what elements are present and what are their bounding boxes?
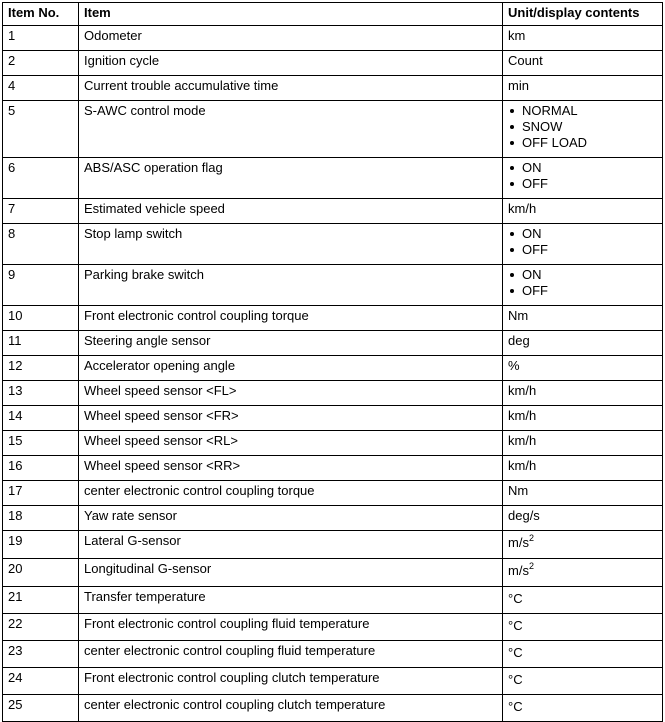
table-row [3,51,663,76]
unit-text: Count [508,53,543,68]
table-row [3,381,663,406]
item-no-cell: 9 [3,265,79,306]
unit-cell [503,199,663,224]
option-list [508,226,657,258]
item-name-cell: Front electronic control coupling clutch temperature [79,668,503,695]
item-no-cell: 16 [3,456,79,481]
item-no-cell: 22 [3,614,79,641]
header-item-no: Item No. [3,3,79,26]
unit-cell [503,158,663,199]
item-no-cell: 10 [3,306,79,331]
unit-cell [503,481,663,506]
unit-superscript: 2 [528,560,534,571]
item-no-cell: 5 [3,101,79,158]
table-row [3,265,663,306]
table-row [3,559,663,587]
unit-text: °C [508,672,523,687]
item-no-cell: 1 [3,26,79,51]
table-header-row [3,3,663,26]
item-no-cell: 19 [3,531,79,559]
item-no-cell: 23 [3,641,79,668]
item-name-cell: Steering angle sensor [79,331,503,356]
unit-text: °C [508,645,523,660]
item-name-cell: Estimated vehicle speed [79,199,503,224]
table-row [3,531,663,559]
unit-cell [503,381,663,406]
unit-cell [503,26,663,51]
item-name-cell: center electronic control coupling fluid temperature [79,641,503,668]
item-no-cell: 4 [3,76,79,101]
item-name-cell: Front electronic control coupling torque [79,306,503,331]
item-name-cell: Front electronic control coupling fluid temperature [79,614,503,641]
item-no-cell: 2 [3,51,79,76]
unit-text: km/h [508,433,537,448]
unit-text: km/h [508,408,537,423]
unit-cell [503,356,663,381]
unit-cell [503,456,663,481]
table-row [3,695,663,722]
unit-text: Nm [508,308,529,323]
unit-cell [503,306,663,331]
header-item: Item [79,3,503,26]
unit-cell [503,101,663,158]
item-name-cell: Wheel speed sensor <RL> [79,431,503,456]
unit-superscript: 2 [528,532,534,543]
item-no-cell: 21 [3,587,79,614]
table-row [3,26,663,51]
unit-cell [503,531,663,559]
unit-text: deg/s [508,508,540,523]
unit-text: % [508,358,520,373]
unit-cell [503,587,663,614]
option-item: OFF [508,176,657,192]
table-row [3,406,663,431]
item-no-cell: 25 [3,695,79,722]
unit-text: deg [508,333,530,348]
unit-cell [503,331,663,356]
unit-text: m/s [508,535,529,550]
item-no-cell: 15 [3,431,79,456]
unit-cell [503,265,663,306]
unit-cell [503,51,663,76]
option-item: OFF LOAD [508,135,657,151]
item-no-cell: 24 [3,668,79,695]
item-name-cell: Longitudinal G-sensor [79,559,503,587]
item-no-cell: 12 [3,356,79,381]
unit-text: min [508,78,529,93]
unit-cell [503,614,663,641]
item-name-cell: Current trouble accumulative time [79,76,503,101]
unit-text: °C [508,618,523,633]
table-row [3,224,663,265]
item-name-cell: Lateral G-sensor [79,531,503,559]
item-name-cell: Transfer temperature [79,587,503,614]
unit-cell [503,224,663,265]
data-list-table [2,2,663,722]
item-no-cell: 11 [3,331,79,356]
item-no-cell: 17 [3,481,79,506]
unit-cell [503,406,663,431]
option-item: SNOW [508,119,657,135]
table-row [3,331,663,356]
unit-text: Nm [508,483,529,498]
item-name-cell: Accelerator opening angle [79,356,503,381]
unit-cell [503,668,663,695]
table-row [3,641,663,668]
item-name-cell: Stop lamp switch [79,224,503,265]
table-row [3,481,663,506]
unit-cell [503,431,663,456]
item-no-cell: 8 [3,224,79,265]
table-row [3,587,663,614]
item-name-cell: ABS/ASC operation flag [79,158,503,199]
option-item: ON [508,267,657,283]
item-no-cell: 7 [3,199,79,224]
unit-cell [503,559,663,587]
item-name-cell: Wheel speed sensor <FL> [79,381,503,406]
table-row [3,431,663,456]
item-name-cell: S-AWC control mode [79,101,503,158]
unit-cell [503,506,663,531]
item-name-cell: Yaw rate sensor [79,506,503,531]
option-item: OFF [508,242,657,258]
item-name-cell: Wheel speed sensor <RR> [79,456,503,481]
item-name-cell: center electronic control coupling clutch temperature [79,695,503,722]
item-name-cell: Wheel speed sensor <FR> [79,406,503,431]
header-unit: Unit/display contents [503,3,663,26]
item-no-cell: 14 [3,406,79,431]
table-row [3,158,663,199]
unit-text: km/h [508,458,537,473]
item-name-cell: center electronic control coupling torque [79,481,503,506]
table-row [3,101,663,158]
unit-cell [503,695,663,722]
item-name-cell: Odometer [79,26,503,51]
unit-text: m/s [508,563,529,578]
option-item: ON [508,226,657,242]
unit-text: km/h [508,383,537,398]
table-row [3,76,663,101]
table-row [3,356,663,381]
item-no-cell: 13 [3,381,79,406]
option-item: ON [508,160,657,176]
option-list [508,103,657,151]
item-no-cell: 18 [3,506,79,531]
table-body [3,26,663,722]
unit-text: km/h [508,201,537,216]
item-no-cell: 20 [3,559,79,587]
option-item: NORMAL [508,103,657,119]
unit-cell [503,641,663,668]
unit-text: °C [508,591,523,606]
item-name-cell: Ignition cycle [79,51,503,76]
item-name-cell: Parking brake switch [79,265,503,306]
table-row [3,506,663,531]
table-row [3,306,663,331]
item-no-cell: 6 [3,158,79,199]
table-row [3,456,663,481]
option-list [508,267,657,299]
unit-text: km [508,28,526,43]
unit-text: °C [508,699,523,714]
table-row [3,668,663,695]
unit-cell [503,76,663,101]
table-row [3,614,663,641]
option-item: OFF [508,283,657,299]
table-row [3,199,663,224]
option-list [508,160,657,192]
